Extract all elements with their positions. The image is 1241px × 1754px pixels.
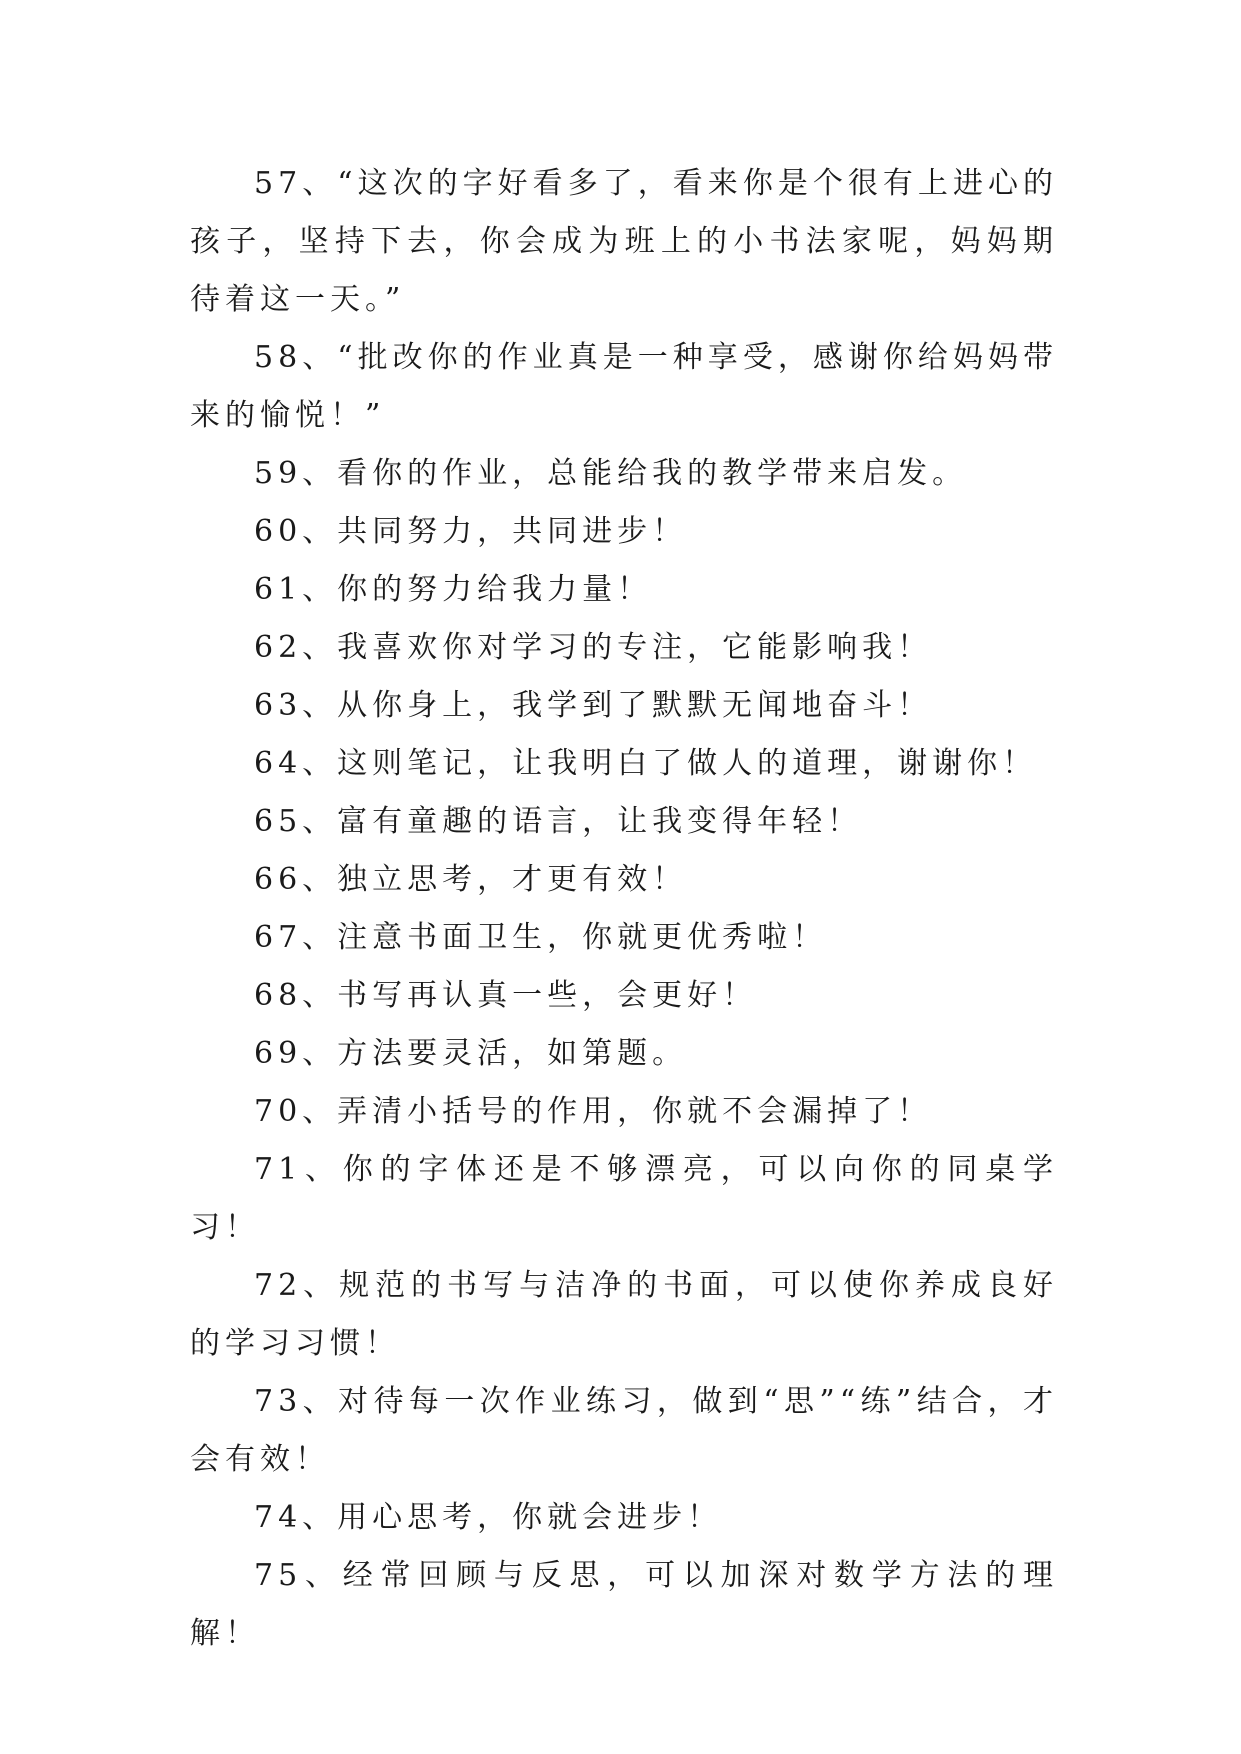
paragraph-66: 66、独立思考，才更有效！ [254,862,688,897]
paragraph-65: 65、富有童趣的语言，让我变得年轻！ [254,804,863,839]
paragraph-71: 71、你的字体还是不够漂亮，可以向你的同桌学习！ [190,1152,1058,1245]
paragraph-61: 61、你的努力给我力量！ [254,572,653,607]
paragraph-58: 58、“批改你的作业真是一种享受，感谢你给妈妈带来的愉悦！” [190,340,1058,433]
paragraph-60: 60、共同努力，共同进步！ [254,514,688,549]
paragraph-67: 67、注意书面卫生，你就更优秀啦！ [254,920,828,955]
paragraph-59: 59、看你的作业，总能给我的教学带来启发。 [254,456,968,491]
paragraph-63: 63、从你身上，我学到了默默无闻地奋斗！ [254,688,933,723]
paragraph-72: 72、规范的书写与洁净的书面，可以使你养成良好的学习习惯！ [190,1268,1058,1361]
paragraph-73: 73、对待每一次作业练习，做到“思”“练”结合，才会有效！ [190,1384,1058,1477]
paragraph-57: 57、“这次的字好看多了，看来你是个很有上进心的孩子，坚持下去，你会成为班上的小书法家呢，妈妈期待着这一天。” [190,166,1058,317]
paragraph-68: 68、书写再认真一些，会更好！ [254,978,758,1013]
paragraph-62: 62、我喜欢你对学习的专注，它能影响我！ [254,630,933,665]
paragraph-70: 70、弄清小括号的作用，你就不会漏掉了！ [254,1094,933,1129]
paragraph-69: 69、方法要灵活，如第题。 [254,1036,688,1071]
document-body [190,155,1058,1663]
paragraph-64: 64、这则笔记，让我明白了做人的道理，谢谢你！ [254,746,1038,781]
paragraph-75: 75、经常回顾与反思，可以加深对数学方法的理解！ [190,1558,1058,1651]
paragraph-74: 74、用心思考，你就会进步！ [254,1500,723,1535]
